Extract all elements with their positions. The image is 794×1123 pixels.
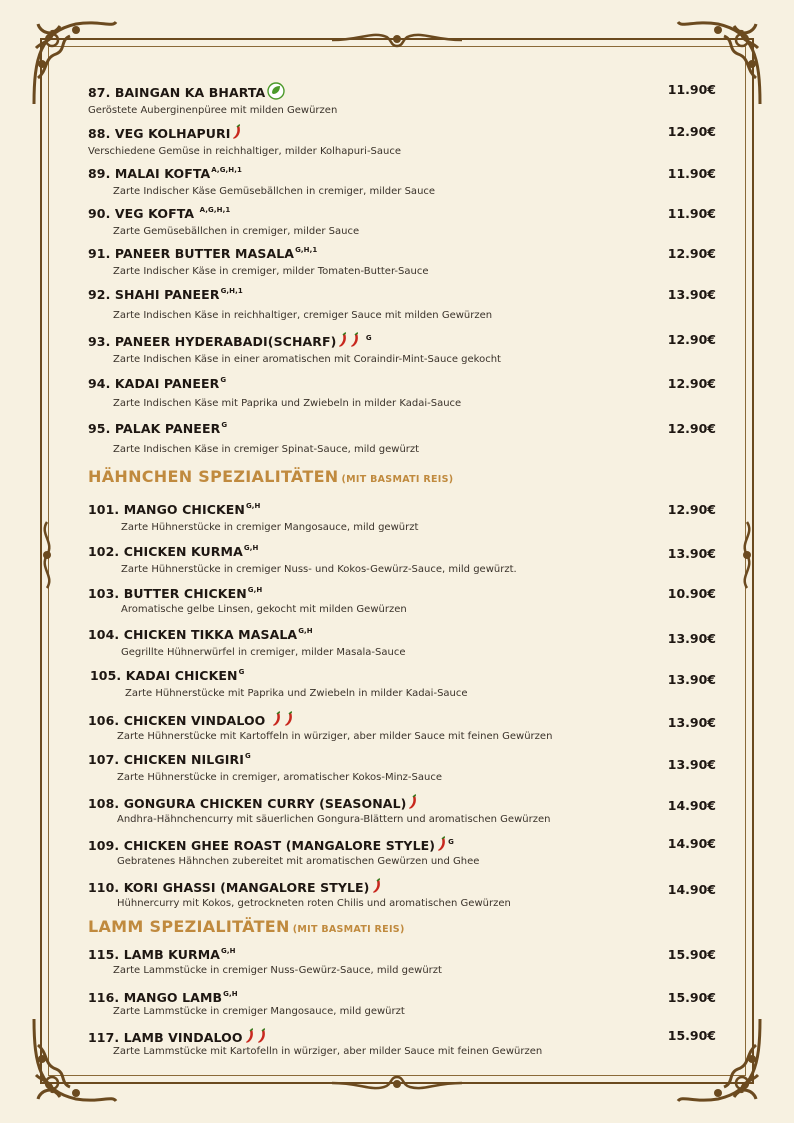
item-price: 12.90€ xyxy=(667,421,716,436)
item-allergens: G,H xyxy=(247,586,263,594)
item-price: 10.90€ xyxy=(667,586,716,601)
menu-item xyxy=(88,502,716,533)
item-allergens: G xyxy=(244,752,251,760)
item-name: 89. MALAI KOFTA xyxy=(88,166,211,181)
item-description: Geröstete Auberginenpüree mit milden Gewürzen xyxy=(88,105,338,116)
menu-item xyxy=(88,711,716,742)
item-description: Zarte Indischen Käse in reichhaltiger, cremiger Sauce mit milden Gewürzen xyxy=(113,310,493,321)
item-description: Zarte Indischer Käse Gemüsebällchen in cremiger, milder Sauce xyxy=(113,186,436,197)
item-allergens: G,H,1 xyxy=(295,246,318,254)
item-price: 11.90€ xyxy=(667,166,716,181)
item-price: 12.90€ xyxy=(667,376,716,391)
item-name: 115. LAMB KURMA xyxy=(88,947,221,962)
item-name: 94. KADAI PANEER xyxy=(88,376,220,391)
item-allergens: A,G,H,1 xyxy=(199,206,231,214)
item-price: 13.90€ xyxy=(667,287,716,302)
chili-icon xyxy=(232,124,242,140)
menu-item xyxy=(88,586,716,615)
chili-icon xyxy=(372,878,382,894)
item-name: 88. VEG KOLHAPURI xyxy=(88,126,231,141)
menu-item xyxy=(88,206,716,237)
section-title-text: LAMM SPEZIALITÄTEN xyxy=(88,917,290,936)
menu-item xyxy=(88,287,716,321)
item-price: 13.90€ xyxy=(667,631,716,646)
item-price: 13.90€ xyxy=(667,715,716,730)
item-description: Gebratenes Hähnchen zubereitet mit aromatischen Gewürzen und Ghee xyxy=(117,856,480,867)
item-name: 116. MANGO LAMB xyxy=(88,990,223,1005)
section-subtitle: (MIT BASMATI REIS) xyxy=(341,474,454,485)
item-price: 12.90€ xyxy=(667,502,716,517)
item-allergens: G xyxy=(448,838,454,846)
item-name: 109. CHICKEN GHEE ROAST (MANGALORE STYLE) xyxy=(88,838,436,853)
menu-item xyxy=(88,376,716,409)
item-price: 13.90€ xyxy=(667,757,716,772)
menu-item xyxy=(88,947,716,976)
section-title-lamb xyxy=(88,917,405,936)
item-allergens: G,H xyxy=(243,544,259,552)
item-description: Zarte Hühnerstücke in cremiger, aromatischer Kokos-Minz-Sauce xyxy=(117,772,443,783)
item-name: 110. KORI GHASSI (MANGALORE STYLE) xyxy=(88,880,370,895)
veg-leaf-icon xyxy=(267,82,285,100)
menu-item xyxy=(90,668,716,699)
chili-icon xyxy=(408,794,418,810)
item-allergens: G,H xyxy=(223,990,238,998)
item-name: 105. KADAI CHICKEN xyxy=(90,668,238,683)
item-name: 93. PANEER HYDERABADI(SCHARF) xyxy=(88,334,337,349)
item-price: 12.90€ xyxy=(667,332,716,347)
chili-icon xyxy=(272,711,282,727)
item-description: Gegrillte Hühnerwürfel in cremiger, milder Masala-Sauce xyxy=(121,647,406,658)
item-description: Zarte Lammstücke in cremiger Nuss-Gewürz-Sauce, mild gewürzt xyxy=(113,965,442,976)
item-description: Zarte Lammstücke in cremiger Mangosauce, mild gewürzt xyxy=(113,1006,405,1017)
item-price: 14.90€ xyxy=(667,882,716,897)
item-price: 12.90€ xyxy=(667,246,716,261)
menu-item xyxy=(88,752,716,783)
item-description: Andhra-Hähnchencurry mit säuerlichen Gongura-Blättern und aromatischen Gewürzen xyxy=(117,814,551,825)
menu-item xyxy=(88,878,716,909)
item-description: Zarte Indischer Käse in cremiger, milder Tomaten-Butter-Sauce xyxy=(113,266,429,277)
item-allergens: G,H xyxy=(245,502,261,510)
menu-item xyxy=(88,544,716,575)
item-allergens: G xyxy=(238,668,245,676)
item-allergens: G xyxy=(365,334,372,342)
item-allergens: G,H,1 xyxy=(220,287,243,295)
item-allergens: G,H xyxy=(298,627,313,635)
item-name: 104. CHICKEN TIKKA MASALA xyxy=(88,627,298,642)
menu-item xyxy=(88,1028,716,1057)
section-title-text: HÄHNCHEN SPEZIALITÄTEN xyxy=(88,467,339,486)
section-subtitle: (MIT BASMATI REIS) xyxy=(292,924,405,935)
item-price: 14.90€ xyxy=(667,798,716,813)
menu-item xyxy=(88,82,716,116)
item-description: Zarte Indischen Käse mit Paprika und Zwiebeln in milder Kadai-Sauce xyxy=(113,398,462,409)
chili-icon xyxy=(257,1028,267,1044)
item-price: 15.90€ xyxy=(667,990,716,1005)
item-allergens: G xyxy=(221,421,228,429)
item-price: 13.90€ xyxy=(667,672,716,687)
menu-item xyxy=(88,794,716,825)
menu-item xyxy=(88,627,716,658)
chili-icon xyxy=(350,332,360,348)
item-price: 11.90€ xyxy=(667,82,716,97)
item-price: 12.90€ xyxy=(667,124,716,139)
item-name: 106. CHICKEN VINDALOO xyxy=(88,713,266,728)
menu-item xyxy=(88,246,716,277)
item-description: Zarte Lammstücke mit Kartofelln in würziger, aber milder Sauce mit feinen Gewürzen xyxy=(113,1046,543,1057)
item-description: Zarte Hühnerstücke mit Kartoffeln in würziger, aber milder Sauce mit feinen Gewürzen xyxy=(117,731,553,742)
section-title-chicken xyxy=(88,467,453,486)
menu-item xyxy=(88,124,716,157)
menu-item xyxy=(88,836,716,867)
item-name: 107. CHICKEN NILGIRI xyxy=(88,752,244,767)
chili-icon xyxy=(284,711,294,727)
item-price: 15.90€ xyxy=(667,947,716,962)
item-description: Zarte Hühnerstücke mit Paprika und Zwiebeln in milder Kadai-Sauce xyxy=(125,688,468,699)
item-name: 108. GONGURA CHICKEN CURRY (SEASONAL) xyxy=(88,796,407,811)
item-allergens: A,G,H,1 xyxy=(211,166,242,174)
menu-item xyxy=(88,332,716,365)
item-price: 14.90€ xyxy=(667,836,716,851)
item-description: Zarte Gemüsebällchen in cremiger, milder Sauce xyxy=(113,226,360,237)
menu-item xyxy=(88,166,716,197)
item-price: 15.90€ xyxy=(667,1028,716,1043)
item-name: 95. PALAK PANEER xyxy=(88,421,221,436)
item-description: Aromatische gelbe Linsen, gekocht mit milden Gewürzen xyxy=(121,604,407,615)
item-description: Verschiedene Gemüse in reichhaltiger, milder Kolhapuri-Sauce xyxy=(88,146,402,157)
item-name: 117. LAMB VINDALOO xyxy=(88,1030,243,1045)
item-description: Hühnercurry mit Kokos, getrockneten roten Chilis und aromatischen Gewürzen xyxy=(117,898,511,909)
item-name: 91. PANEER BUTTER MASALA xyxy=(88,246,295,261)
item-description: Zarte Indischen Käse in einer aromatischen mit Coraindir-Mint-Sauce gekocht xyxy=(113,354,501,365)
menu-item xyxy=(88,990,716,1017)
chili-icon xyxy=(245,1028,255,1044)
item-name: 87. BAINGAN KA BHARTA xyxy=(88,85,266,100)
item-name: 102. CHICKEN KURMA xyxy=(88,544,243,559)
menu-item xyxy=(88,421,716,455)
item-name: 103. BUTTER CHICKEN xyxy=(88,586,247,601)
item-name: 90. VEG KOFTA xyxy=(88,206,195,221)
item-price: 11.90€ xyxy=(667,206,716,221)
item-price: 13.90€ xyxy=(667,546,716,561)
chili-icon xyxy=(338,332,348,348)
item-name: 101. MANGO CHICKEN xyxy=(88,502,245,517)
item-name: 92. SHAHI PANEER xyxy=(88,287,220,302)
item-description: Zarte Hühnerstücke in cremiger Mangosauce, mild gewürzt xyxy=(121,522,419,533)
item-allergens: G,H xyxy=(221,947,236,955)
chili-icon xyxy=(437,836,447,852)
item-allergens: G xyxy=(220,376,227,384)
item-description: Zarte Hühnerstücke in cremiger Nuss- und Kokos-Gewürz-Sauce, mild gewürzt. xyxy=(121,564,517,575)
item-description: Zarte Indischen Käse in cremiger Spinat-Sauce, mild gewürzt xyxy=(113,444,420,455)
